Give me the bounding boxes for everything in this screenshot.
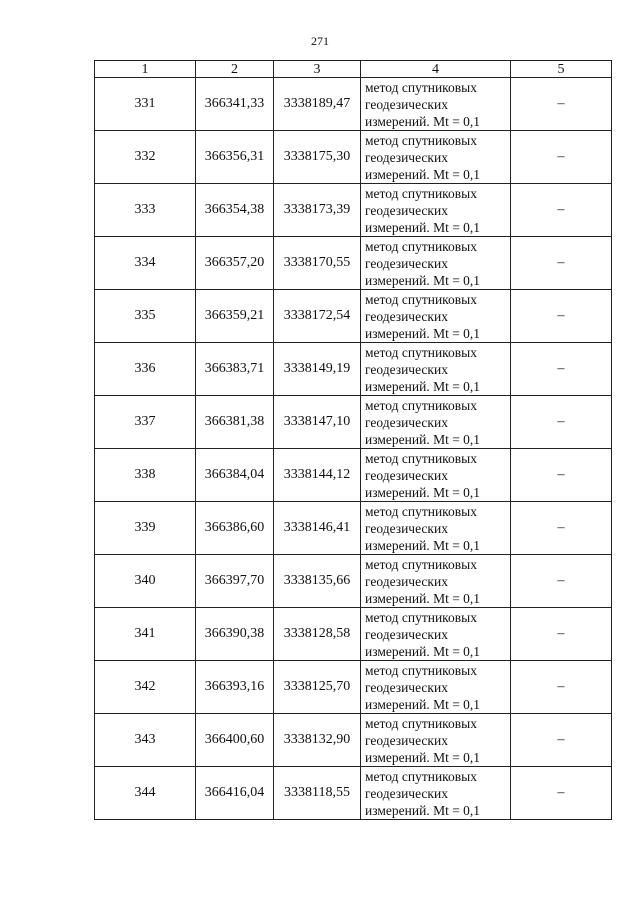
method-cell [361, 608, 511, 661]
method-line: измерений. Mt = 0,1 [365, 272, 481, 288]
method-line: метод спутниковых [365, 662, 477, 678]
method-line: геодезических [365, 255, 448, 271]
method-cell [361, 396, 511, 449]
y-coordinate-cell: 3338170,55 [274, 237, 361, 290]
method-line: геодезических [365, 732, 448, 748]
table-row [95, 449, 612, 502]
x-coordinate-cell: 366416,04 [196, 767, 274, 820]
note-cell: – [511, 555, 612, 608]
method-line: геодезических [365, 361, 448, 377]
note-cell: – [511, 343, 612, 396]
point-number-cell: 335 [95, 290, 196, 343]
note-cell: – [511, 767, 612, 820]
point-number-cell: 337 [95, 396, 196, 449]
y-coordinate-cell: 3338135,66 [274, 555, 361, 608]
y-coordinate-cell: 3338147,10 [274, 396, 361, 449]
x-coordinate-cell: 366386,60 [196, 502, 274, 555]
method-line: геодезических [365, 626, 448, 642]
x-coordinate-cell: 366384,04 [196, 449, 274, 502]
point-number-cell: 340 [95, 555, 196, 608]
method-line: измерений. Mt = 0,1 [365, 643, 481, 659]
method-cell [361, 78, 511, 131]
method-line: метод спутниковых [365, 503, 477, 519]
method-line: геодезических [365, 202, 448, 218]
method-line: метод спутниковых [365, 768, 477, 784]
method-line: метод спутниковых [365, 132, 477, 148]
table-row [95, 502, 612, 555]
x-coordinate-cell: 366341,33 [196, 78, 274, 131]
note-cell: – [511, 714, 612, 767]
method-cell [361, 237, 511, 290]
page-number: 271 [311, 34, 329, 48]
table-body [95, 78, 612, 820]
point-number-cell: 344 [95, 767, 196, 820]
y-coordinate-cell: 3338146,41 [274, 502, 361, 555]
y-coordinate-cell: 3338173,39 [274, 184, 361, 237]
method-line: геодезических [365, 467, 448, 483]
table-row [95, 767, 612, 820]
method-line: измерений. Mt = 0,1 [365, 537, 481, 553]
point-number-cell: 334 [95, 237, 196, 290]
note-cell: – [511, 608, 612, 661]
point-number-cell: 336 [95, 343, 196, 396]
point-number-cell: 343 [95, 714, 196, 767]
coordinates-table [94, 60, 612, 820]
y-coordinate-cell: 3338175,30 [274, 131, 361, 184]
header-col-3: 3 [274, 61, 361, 78]
method-line: геодезических [365, 679, 448, 695]
method-line: измерений. Mt = 0,1 [365, 590, 481, 606]
point-number-cell: 338 [95, 449, 196, 502]
method-line: метод спутниковых [365, 291, 477, 307]
header-col-2: 2 [196, 61, 274, 78]
method-line: метод спутниковых [365, 715, 477, 731]
table-row [95, 714, 612, 767]
y-coordinate-cell: 3338125,70 [274, 661, 361, 714]
method-line: измерений. Mt = 0,1 [365, 431, 481, 447]
method-line: геодезических [365, 573, 448, 589]
method-line: измерений. Mt = 0,1 [365, 484, 481, 500]
point-number-cell: 342 [95, 661, 196, 714]
point-number-cell: 341 [95, 608, 196, 661]
y-coordinate-cell: 3338128,58 [274, 608, 361, 661]
note-cell: – [511, 184, 612, 237]
method-cell [361, 343, 511, 396]
method-line: измерений. Mt = 0,1 [365, 166, 481, 182]
table-row [95, 396, 612, 449]
method-line: измерений. Mt = 0,1 [365, 219, 481, 235]
method-cell [361, 661, 511, 714]
x-coordinate-cell: 366354,38 [196, 184, 274, 237]
header-col-4: 4 [361, 61, 511, 78]
method-cell [361, 184, 511, 237]
note-cell: – [511, 78, 612, 131]
header-col-1: 1 [95, 61, 196, 78]
table-row [95, 131, 612, 184]
method-cell [361, 290, 511, 343]
method-cell [361, 767, 511, 820]
note-cell: – [511, 237, 612, 290]
header-row [95, 61, 612, 78]
table-row [95, 661, 612, 714]
method-cell [361, 131, 511, 184]
method-line: метод спутниковых [365, 450, 477, 466]
point-number-cell: 339 [95, 502, 196, 555]
table-row [95, 237, 612, 290]
method-cell [361, 449, 511, 502]
table-row [95, 555, 612, 608]
header-col-5: 5 [511, 61, 612, 78]
x-coordinate-cell: 366381,38 [196, 396, 274, 449]
method-line: метод спутниковых [365, 556, 477, 572]
method-line: метод спутниковых [365, 609, 477, 625]
y-coordinate-cell: 3338172,54 [274, 290, 361, 343]
x-coordinate-cell: 366400,60 [196, 714, 274, 767]
table-row [95, 290, 612, 343]
y-coordinate-cell: 3338132,90 [274, 714, 361, 767]
y-coordinate-cell: 3338149,19 [274, 343, 361, 396]
method-line: метод спутниковых [365, 344, 477, 360]
method-line: метод спутниковых [365, 79, 477, 95]
y-coordinate-cell: 3338144,12 [274, 449, 361, 502]
x-coordinate-cell: 366397,70 [196, 555, 274, 608]
note-cell: – [511, 396, 612, 449]
method-line: геодезических [365, 308, 448, 324]
table-row [95, 184, 612, 237]
method-line: геодезических [365, 96, 448, 112]
table-row [95, 78, 612, 131]
table-row [95, 343, 612, 396]
point-number-cell: 333 [95, 184, 196, 237]
method-line: метод спутниковых [365, 185, 477, 201]
x-coordinate-cell: 366393,16 [196, 661, 274, 714]
method-cell [361, 714, 511, 767]
method-line: измерений. Mt = 0,1 [365, 749, 481, 765]
method-line: измерений. Mt = 0,1 [365, 802, 481, 818]
note-cell: – [511, 502, 612, 555]
method-line: измерений. Mt = 0,1 [365, 378, 481, 394]
note-cell: – [511, 449, 612, 502]
note-cell: – [511, 131, 612, 184]
method-cell [361, 502, 511, 555]
note-cell: – [511, 661, 612, 714]
method-cell [361, 555, 511, 608]
table-header [95, 61, 612, 78]
method-line: измерений. Mt = 0,1 [365, 113, 481, 129]
note-cell: – [511, 290, 612, 343]
y-coordinate-cell: 3338118,55 [274, 767, 361, 820]
method-line: геодезических [365, 520, 448, 536]
x-coordinate-cell: 366390,38 [196, 608, 274, 661]
method-line: геодезических [365, 785, 448, 801]
y-coordinate-cell: 3338189,47 [274, 78, 361, 131]
method-line: измерений. Mt = 0,1 [365, 696, 481, 712]
x-coordinate-cell: 366357,20 [196, 237, 274, 290]
x-coordinate-cell: 366359,21 [196, 290, 274, 343]
method-line: геодезических [365, 149, 448, 165]
x-coordinate-cell: 366356,31 [196, 131, 274, 184]
point-number-cell: 332 [95, 131, 196, 184]
method-line: метод спутниковых [365, 397, 477, 413]
table-row [95, 608, 612, 661]
method-line: метод спутниковых [365, 238, 477, 254]
method-line: измерений. Mt = 0,1 [365, 325, 481, 341]
method-line: геодезических [365, 414, 448, 430]
point-number-cell: 331 [95, 78, 196, 131]
x-coordinate-cell: 366383,71 [196, 343, 274, 396]
